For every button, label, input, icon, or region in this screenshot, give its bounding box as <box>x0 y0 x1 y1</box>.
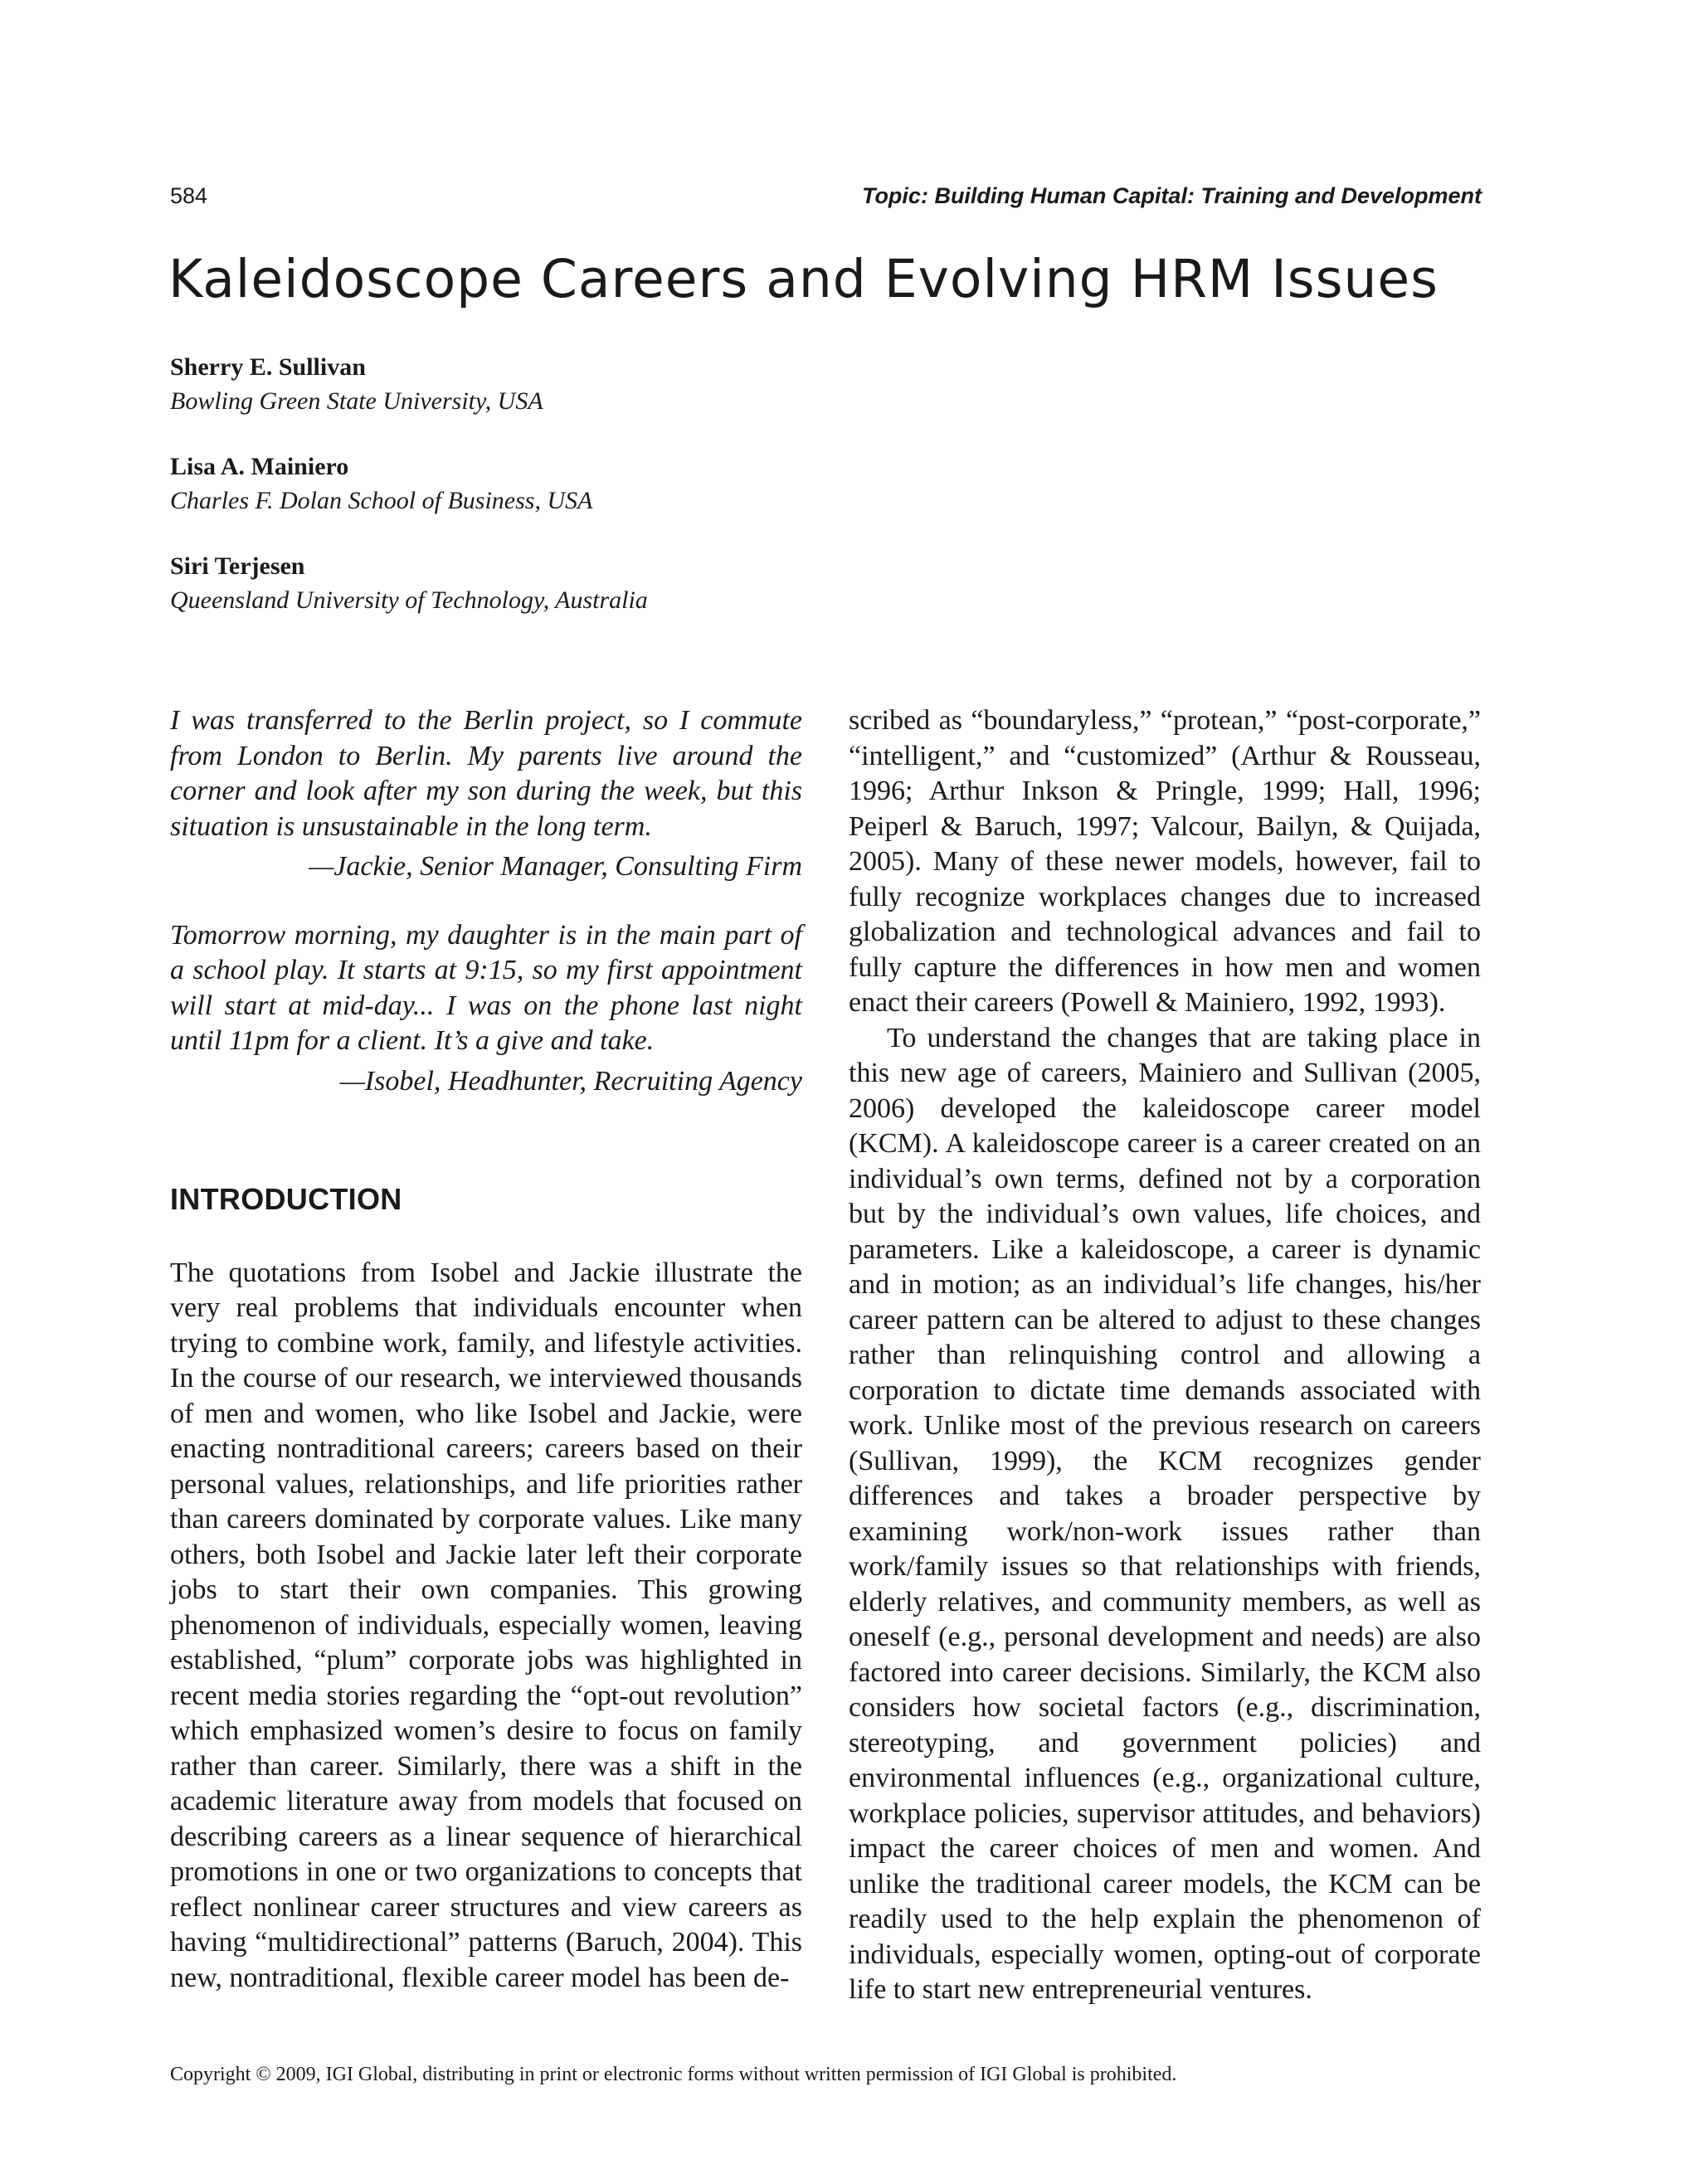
kcm-paragraph: To understand the changes that are taking place in this new age of careers, Mainiero and Sullivan (2005, 2006) developed the kaleidoscope career model (KCM). A kaleidoscope career is a career created on an individual’s own terms, defined not by a corporation but by the individual’s own values, life choices, and parameters. Like a kaleidoscope, a career is dynamic and in motion; as an individual’s life changes, his/her career pattern can be altered to adjust to these changes rather than relinquishing control and allowing a corporation to dictate time demands associated with work. Unlike most of the previous research on careers (Sullivan, 1999), the KCM recognizes gender differences and takes a broader perspective by examining work/non-work issues rather than work/family issues so that relationships with friends, elderly relatives, and community members, as well as oneself (e.g., personal development and needs) are also factored into career decisions. Similarly, the KCM also considers how societal factors (e.g., discrimination, stereotyping, and government policies) and environmental influences (e.g., organizational culture, workplace policies, supervisor attitudes, and behaviors) impact the career choices of men and women. And unlike the traditional career models, the KCM can be readily used to the help explain the phenomenon of individuals, especially women, opting-out of corporate life to start new entrepreneurial ventures. <box>849 1022 1481 2005</box>
author-block <box>170 350 648 418</box>
article-title: Kaleidoscope Careers and Evolving HRM Issues <box>168 249 1439 309</box>
author-block <box>170 549 648 617</box>
quote-text: I was transferred to the Berlin project, so I commute from London to Berlin. My parents live around the corner and look after my son during the week, but this situation is unsustainable in the long term. <box>170 705 802 842</box>
left-column <box>170 703 802 1996</box>
epigraph-quote-2 <box>170 918 802 1100</box>
author-list <box>170 350 648 649</box>
continued-paragraph: scribed as “boundaryless,” “protean,” “post-corporate,” “intelligent,” and “customized” (Arthur & Rousseau, 1996; Arthur Inkson & Pringle, 1999; Hall, 1996; Peiperl & Baruch, 1997; Valcour, Bailyn, & Quijada, 2005). Many of these newer models, however, fail to fully recognize workplaces changes due to increased globalization and technological advances and fail to fully capture the differences in how men and women enact their careers (Powell & Mainiero, 1992, 1993). <box>849 705 1481 1018</box>
author-name: Siri Terjesen <box>170 552 305 580</box>
page-number: 584 <box>170 182 208 208</box>
author-affiliation: Queensland University of Technology, Australia <box>170 586 648 614</box>
author-block <box>170 450 648 518</box>
quote-attribution: —Jackie, Senior Manager, Consulting Firm <box>309 851 802 882</box>
quote-text: Tomorrow morning, my daughter is in the main part of a school play. It starts at 9:15, so my first appointment will start at mid-day... I was on the phone last night until 11pm for a client. It’s a give and take. <box>170 919 802 1056</box>
running-header <box>170 179 1482 212</box>
section-heading-introduction: INTRODUCTION <box>170 1182 402 1216</box>
author-name: Sherry E. Sullivan <box>170 353 366 381</box>
right-column <box>849 703 1481 2008</box>
copyright-notice: Copyright © 2009, IGI Global, distributing in print or electronic forms without written permission of IGI Global is prohibited. <box>170 2064 1177 2085</box>
author-name: Lisa A. Mainiero <box>170 453 349 480</box>
intro-paragraph: The quotations from Isobel and Jackie illustrate the very real problems that individuals encounter when trying to combine work, family, and lifestyle activities. In the course of our research, we interviewed thousands of men and women, who like Isobel and Jackie, were enacting nontraditional careers; careers based on their personal values, relationships, and life priorities rather than careers dominated by corporate values. Like many others, both Isobel and Jackie later left their corporate jobs to start their own companies. This growing phenomenon of individuals, especially women, leaving established, “plum” corporate jobs was highlighted in recent media stories regarding the “opt-out revolution” which emphasized women’s desire to focus on family rather than career. Similarly, there was a shift in the academic literature away from models that focused on describing careers as a linear sequence of hierarchical promotions in one or two organizations to concepts that reflect nonlinear career structures and view careers as having “multidirectional” patterns (Baruch, 2004). This new, nontraditional, flexible career model has been de- <box>170 1257 802 1993</box>
quote-attribution: —Isobel, Headhunter, Recruiting Agency <box>339 1065 802 1097</box>
epigraph-quote-1 <box>170 703 802 885</box>
author-affiliation: Charles F. Dolan School of Business, USA <box>170 487 593 514</box>
author-affiliation: Bowling Green State University, USA <box>170 387 543 415</box>
topic-heading: Topic: Building Human Capital: Training and Development <box>861 182 1482 208</box>
